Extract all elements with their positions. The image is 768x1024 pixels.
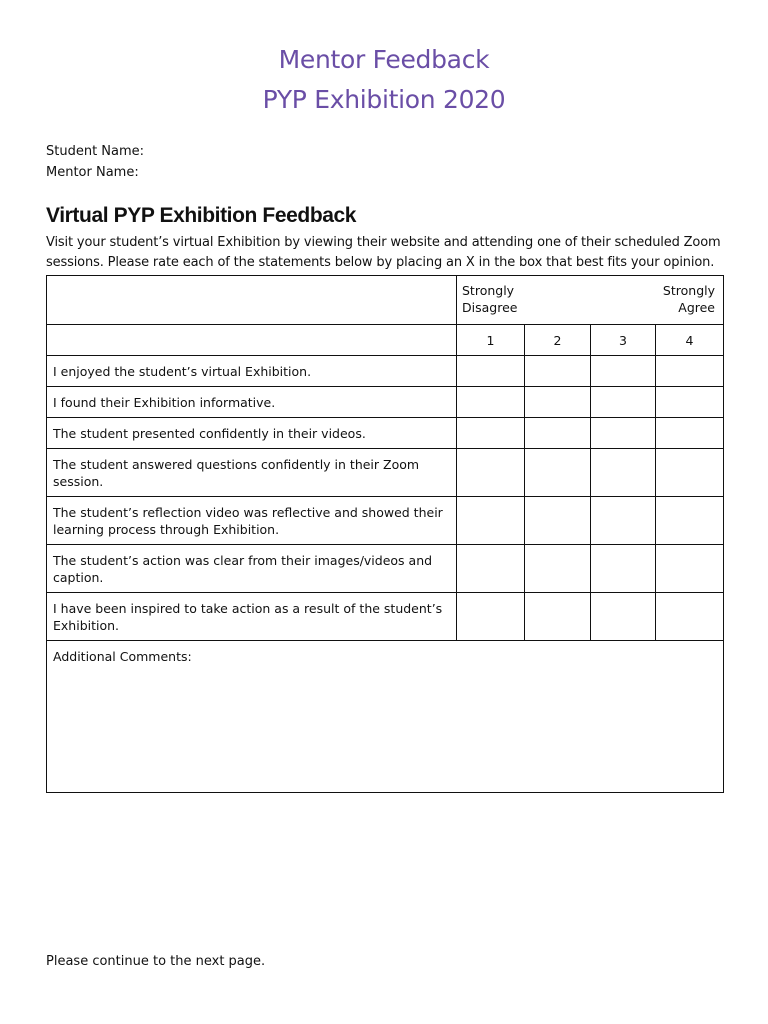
rating-box-1[interactable]	[457, 356, 525, 387]
rating-number-row	[47, 325, 724, 356]
rating-box-3[interactable]	[591, 387, 656, 418]
statement-cell: The student answered questions confidently in their Zoom session.	[47, 449, 457, 497]
rating-box-2[interactable]	[525, 593, 591, 641]
rating-box-3[interactable]	[591, 418, 656, 449]
blank-header-cell	[47, 276, 457, 325]
rating-box-1[interactable]	[457, 449, 525, 497]
rating-box-4[interactable]	[656, 593, 724, 641]
page-subtitle: PYP Exhibition 2020	[262, 85, 506, 114]
rating-box-4[interactable]	[656, 356, 724, 387]
rating-box-4[interactable]	[656, 545, 724, 593]
table-row	[47, 593, 724, 641]
rating-box-1[interactable]	[457, 497, 525, 545]
rating-box-1[interactable]	[457, 545, 525, 593]
rating-box-2[interactable]	[525, 418, 591, 449]
table-row	[47, 497, 724, 545]
rating-box-3[interactable]	[591, 356, 656, 387]
additional-comments-box[interactable]	[47, 641, 724, 793]
rating-box-4[interactable]	[656, 418, 724, 449]
scale-header-cell	[457, 276, 724, 325]
scale-left-line-2: Disagree	[462, 300, 518, 315]
rating-box-1[interactable]	[457, 387, 525, 418]
table-row	[47, 418, 724, 449]
additional-comments-label: Additional Comments:	[53, 649, 192, 664]
statement-cell: I have been inspired to take action as a result of the student’s Exhibition.	[47, 593, 457, 641]
rating-box-1[interactable]	[457, 418, 525, 449]
rating-box-2[interactable]	[525, 497, 591, 545]
rating-number-3: 3	[591, 325, 656, 356]
student-name-label: Student Name:	[46, 144, 145, 159]
mentor-name-label: Mentor Name:	[46, 165, 139, 180]
rating-box-4[interactable]	[656, 387, 724, 418]
rating-table	[46, 275, 724, 793]
rating-box-4[interactable]	[656, 449, 724, 497]
rating-box-2[interactable]	[525, 545, 591, 593]
scale-strongly-disagree	[462, 282, 517, 316]
scale-header-row	[47, 276, 724, 325]
statement-cell: The student’s action was clear from their images/videos and caption.	[47, 545, 457, 593]
section-heading: Virtual PYP Exhibition Feedback	[46, 204, 357, 227]
rating-number-2: 2	[525, 325, 591, 356]
rating-number-4: 4	[656, 325, 724, 356]
statement-cell: The student presented confidently in their videos.	[47, 418, 457, 449]
scale-right-line-2: Agree	[678, 300, 715, 315]
scale-left-line-1: Strongly	[462, 283, 515, 298]
statement-cell: The student’s reflection video was reflective and showed their learning process through Exhibition.	[47, 497, 457, 545]
instructions-paragraph: Visit your student’s virtual Exhibition by viewing their website and attending one of their scheduled Zoom sessions. Please rate each of the statements below by placing an X in the box that best fits your opinion.	[46, 235, 721, 270]
rating-box-2[interactable]	[525, 449, 591, 497]
page-title: Mentor Feedback	[278, 45, 490, 74]
rating-box-3[interactable]	[591, 545, 656, 593]
rating-box-3[interactable]	[591, 497, 656, 545]
scale-strongly-agree	[663, 282, 715, 316]
rating-box-3[interactable]	[591, 593, 656, 641]
rating-box-2[interactable]	[525, 356, 591, 387]
rating-box-3[interactable]	[591, 449, 656, 497]
blank-number-cell	[47, 325, 457, 356]
rating-number-1: 1	[457, 325, 525, 356]
rating-box-4[interactable]	[656, 497, 724, 545]
statement-cell: I found their Exhibition informative.	[47, 387, 457, 418]
continue-note: Please continue to the next page.	[46, 954, 266, 969]
rating-box-1[interactable]	[457, 593, 525, 641]
table-row	[47, 387, 724, 418]
scale-right-line-1: Strongly	[662, 283, 715, 298]
table-row	[47, 545, 724, 593]
table-row	[47, 356, 724, 387]
statement-cell: I enjoyed the student’s virtual Exhibition.	[47, 356, 457, 387]
additional-comments-row	[47, 641, 724, 793]
table-row	[47, 449, 724, 497]
rating-box-2[interactable]	[525, 387, 591, 418]
